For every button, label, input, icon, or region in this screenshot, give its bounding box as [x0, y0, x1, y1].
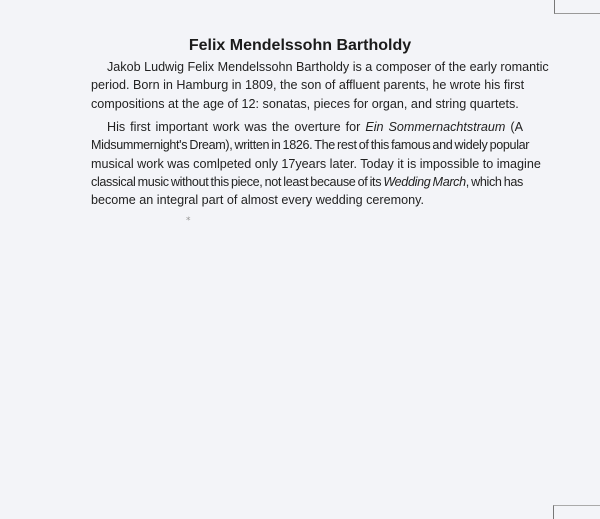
text-line: Midsummernight's Dream), written in 1826. The rest of this famous and widely popular: [91, 138, 530, 153]
text-line: period. Born in Hamburg in 1809, the son of affluent parents, he wrote his first: [91, 78, 525, 93]
text-line: musical work was comlpeted only 17years later. Today it is impossible to imagine: [91, 156, 541, 171]
scan-speck: ⁎: [186, 212, 191, 222]
paragraph-intro: [91, 58, 549, 113]
crop-mark-bottom-right: [553, 505, 600, 519]
text-line: [91, 173, 523, 191]
text-segment: (A: [505, 120, 523, 134]
page-title: Felix Mendelssohn Bartholdy: [188, 37, 412, 54]
crop-mark-top-right: [554, 0, 600, 14]
text-segment: , which has: [465, 174, 524, 189]
text-segment: His first important work was the overture for: [107, 120, 366, 134]
paragraph-works: [91, 118, 541, 209]
text-line: compositions at the age of 12: sonatas, pieces for organ, and string quartets.: [91, 96, 519, 111]
text-line: Jakob Ludwig Felix Mendelssohn Bartholdy is a composer of the early romantic: [107, 60, 549, 74]
text-segment: classical music without this piece, not least because of its: [91, 174, 384, 189]
italic-title: Ein Sommernachtstraum: [365, 120, 506, 134]
italic-title: Wedding March: [383, 174, 466, 189]
text-line: [91, 118, 523, 136]
text-line: become an integral part of almost every wedding ceremony.: [91, 193, 424, 208]
